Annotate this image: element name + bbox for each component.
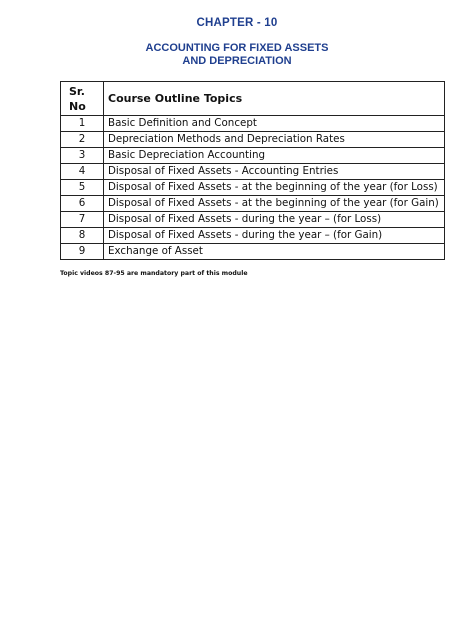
row-sr: 2: [61, 132, 104, 148]
row-topic: Exchange of Asset: [104, 244, 445, 260]
table-header-row: [61, 82, 445, 116]
row-topic: Basic Depreciation Accounting: [104, 148, 445, 164]
row-topic: Disposal of Fixed Assets - during the year – (for Gain): [104, 228, 445, 244]
header-sr-line-1: Sr.: [69, 84, 85, 98]
header-sr-no: [61, 82, 104, 116]
table-row: [61, 196, 445, 212]
row-topic: Disposal of Fixed Assets - at the beginning of the year (for Gain): [104, 196, 445, 212]
row-sr: 7: [61, 212, 104, 228]
table-row: [61, 116, 445, 132]
header-sr-line-2: No: [69, 99, 86, 113]
chapter-heading: CHAPTER - 10: [196, 17, 278, 29]
header-topic: Course Outline Topics: [104, 82, 445, 116]
row-topic: Basic Definition and Concept: [104, 116, 445, 132]
module-note: Topic videos 87-95 are mandatory part of this module: [60, 270, 248, 277]
table-row: [61, 180, 445, 196]
chapter-title-line-1: ACCOUNTING FOR FIXED ASSETS: [145, 42, 329, 54]
row-topic: Disposal of Fixed Assets - at the beginning of the year (for Loss): [104, 180, 445, 196]
table-row: [61, 244, 445, 260]
row-sr: 3: [61, 148, 104, 164]
table-row: [61, 164, 445, 180]
table-row: [61, 132, 445, 148]
row-sr: 6: [61, 196, 104, 212]
row-topic: Depreciation Methods and Depreciation Rates: [104, 132, 445, 148]
table-row: [61, 148, 445, 164]
row-sr: 5: [61, 180, 104, 196]
row-topic: Disposal of Fixed Assets - during the year – (for Loss): [104, 212, 445, 228]
row-sr: 8: [61, 228, 104, 244]
table-row: [61, 228, 445, 244]
row-sr: 1: [61, 116, 104, 132]
course-outline-table: [60, 81, 445, 260]
row-sr: 4: [61, 164, 104, 180]
row-sr: 9: [61, 244, 104, 260]
chapter-title-line-2: AND DEPRECIATION: [182, 55, 292, 67]
table-row: [61, 212, 445, 228]
row-topic: Disposal of Fixed Assets - Accounting Entries: [104, 164, 445, 180]
